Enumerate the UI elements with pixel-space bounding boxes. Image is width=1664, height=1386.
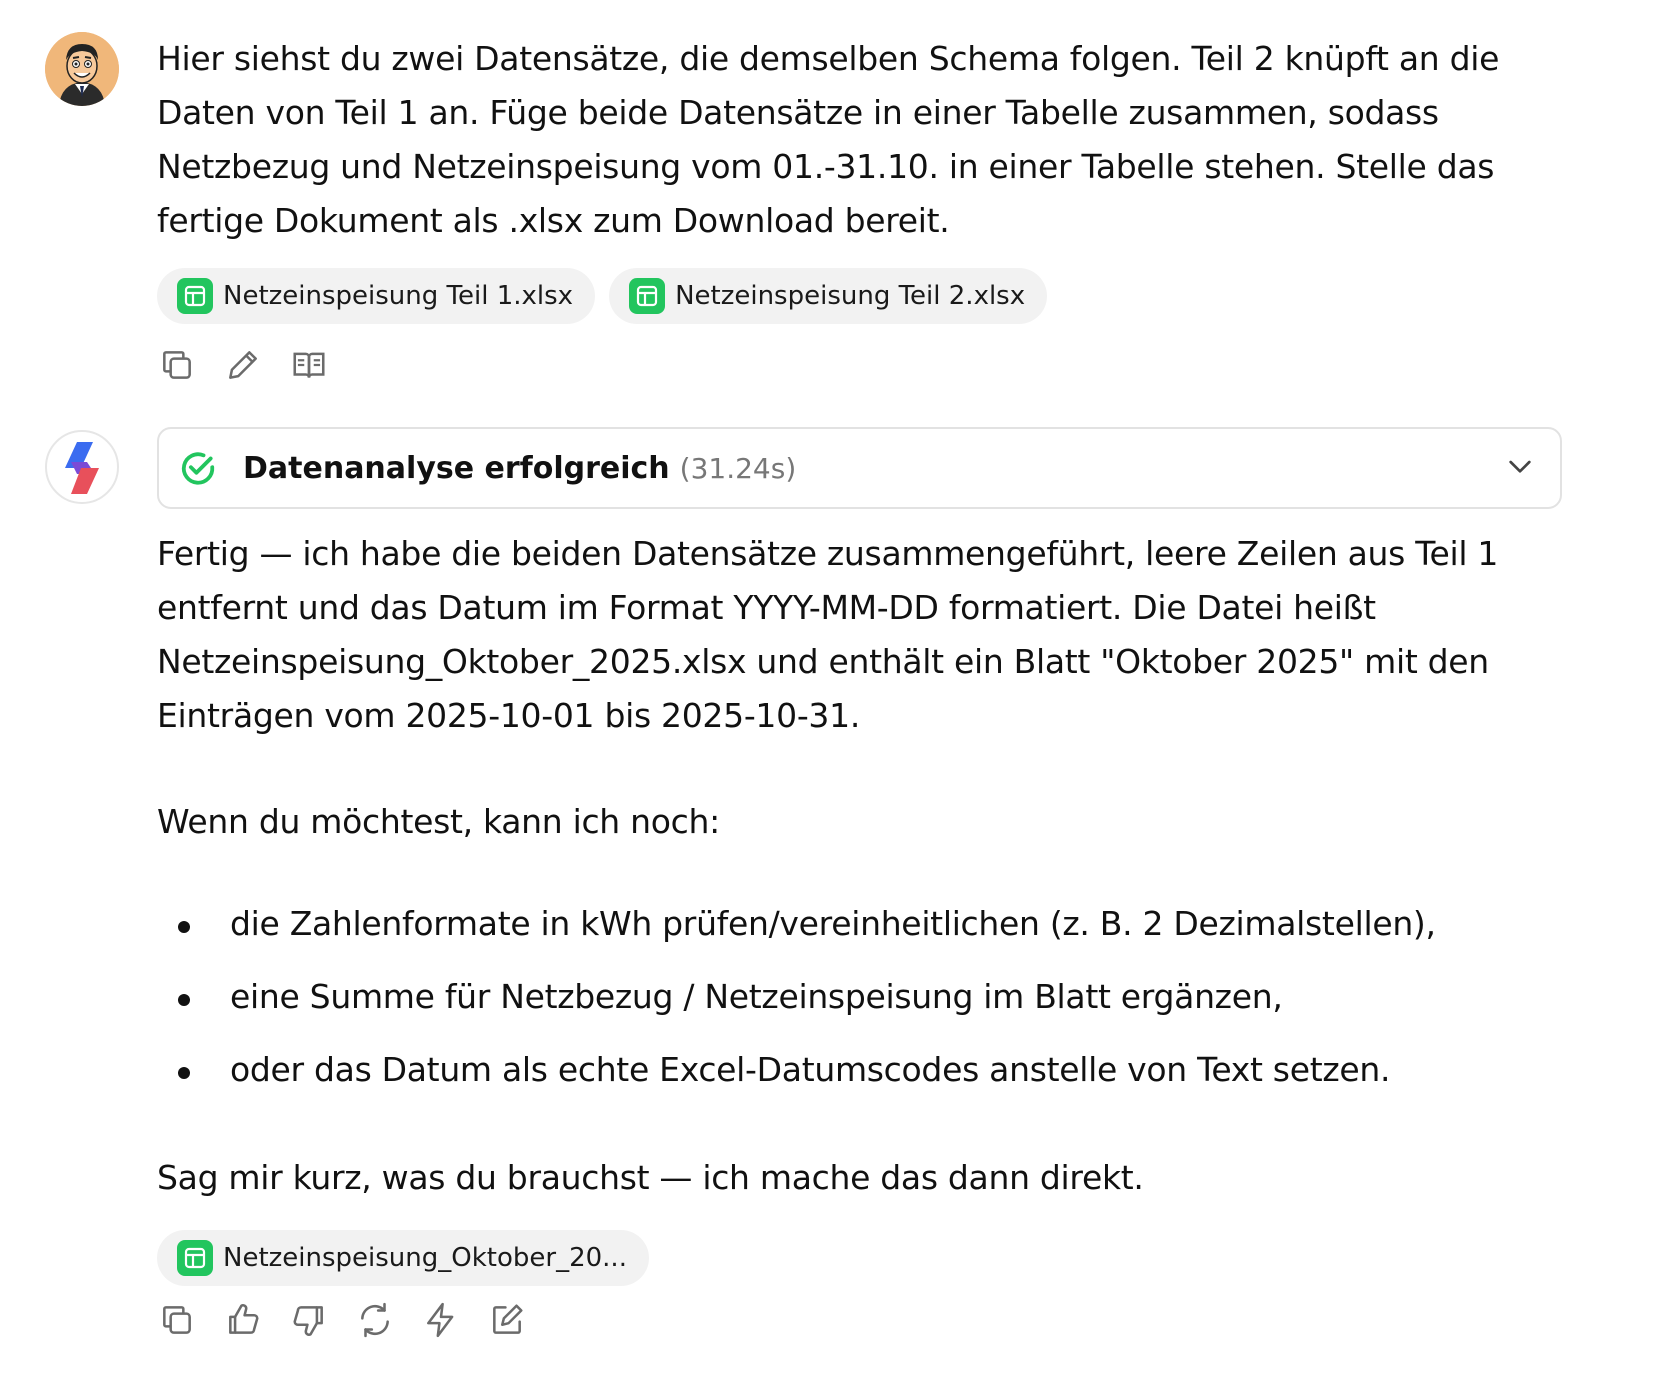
attachment-chip-teil-2[interactable]	[609, 268, 1047, 324]
cartoon-man-icon	[45, 32, 119, 106]
book-icon	[290, 346, 328, 384]
edit-square-icon	[488, 1301, 526, 1339]
attachment-chip-teil-1[interactable]	[157, 268, 595, 324]
expand-toggle[interactable]	[1504, 450, 1536, 486]
user-message	[157, 32, 1577, 248]
assistant-paragraph-2: Wenn du möchtest, kann ich noch:	[157, 802, 720, 841]
chevron-down-icon	[1504, 450, 1536, 482]
assistant-bullets-block	[157, 897, 1577, 1116]
regenerate-icon	[356, 1301, 394, 1339]
suggestion-list	[157, 897, 1577, 1116]
copy-icon	[158, 346, 196, 384]
assistant-paragraph-3: Sag mir kurz, was du brauchst — ich mache das dann direkt.	[157, 1158, 1144, 1197]
list-item: die Zahlenformate in kWh prüfen/vereinheitlichen (z. B. 2 Dezimalstellen),	[157, 897, 1577, 970]
assistant-paragraph-1: Fertig — ich habe die beiden Datensätze zusammengeführt, leere Zeilen aus Teil 1 entfernt und das Datum im Format YYYY-MM-DD formatiert. Die Datei heißt Netzeinspeisung_Oktober_2025.xlsx und enthält ein Blatt "Oktober 2025" mit den Einträgen vom 2025-10-01 bis 2025-10-31.	[157, 534, 1499, 735]
analysis-title: Datenanalyse erfolgreich	[243, 450, 670, 486]
analysis-duration: (31.24s)	[679, 451, 797, 485]
copy-button[interactable]	[157, 1300, 197, 1340]
assistant-logo-icon	[47, 432, 117, 502]
assistant-paragraph-2-block	[157, 795, 1577, 849]
assistant-message	[157, 527, 1577, 743]
user-message-actions	[157, 345, 1577, 385]
spreadsheet-icon	[629, 278, 665, 314]
edit-button[interactable]	[223, 345, 263, 385]
assistant-message-actions	[157, 1300, 1577, 1340]
copy-button[interactable]	[157, 345, 197, 385]
spreadsheet-icon	[177, 278, 213, 314]
analysis-status-panel[interactable]	[157, 427, 1562, 509]
assistant-avatar	[45, 430, 119, 504]
user-message-text: Hier siehst du zwei Datensätze, die demselben Schema folgen. Teil 2 knüpft an die Daten von Teil 1 an. Füge beide Datensätze in einer Tabelle zusammen, sodass Netzbezug und Netzeinspeisung vom 01.-31.10. in einer Tabelle stehen. Stelle das fertige Dokument als .xlsx zum Download bereit.	[157, 39, 1500, 240]
read-aloud-button[interactable]	[289, 345, 329, 385]
copy-icon	[158, 1301, 196, 1339]
list-item: oder das Datum als echte Excel-Datumscodes anstelle von Text setzen.	[157, 1043, 1577, 1116]
quick-action-button[interactable]	[421, 1300, 461, 1340]
attachment-name: Netzeinspeisung_Oktober_20...	[223, 1243, 627, 1273]
check-circle-icon	[179, 449, 217, 487]
edit-in-canvas-button[interactable]	[487, 1300, 527, 1340]
assistant-attachments	[157, 1230, 1577, 1286]
thumbs-up-icon	[224, 1301, 262, 1339]
spreadsheet-icon	[177, 1240, 213, 1276]
download-file-chip[interactable]	[157, 1230, 649, 1286]
attachment-name: Netzeinspeisung Teil 1.xlsx	[223, 281, 574, 311]
edit-pencil-icon	[224, 346, 262, 384]
list-item: eine Summe für Netzbezug / Netzeinspeisung im Blatt ergänzen,	[157, 970, 1577, 1043]
dislike-button[interactable]	[289, 1300, 329, 1340]
assistant-paragraph-3-block	[157, 1151, 1577, 1205]
attachment-name: Netzeinspeisung Teil 2.xlsx	[675, 281, 1026, 311]
like-button[interactable]	[223, 1300, 263, 1340]
lightning-icon	[422, 1301, 460, 1339]
user-attachments	[157, 268, 1577, 324]
regenerate-button[interactable]	[355, 1300, 395, 1340]
user-avatar	[45, 32, 119, 106]
thumbs-down-icon	[290, 1301, 328, 1339]
